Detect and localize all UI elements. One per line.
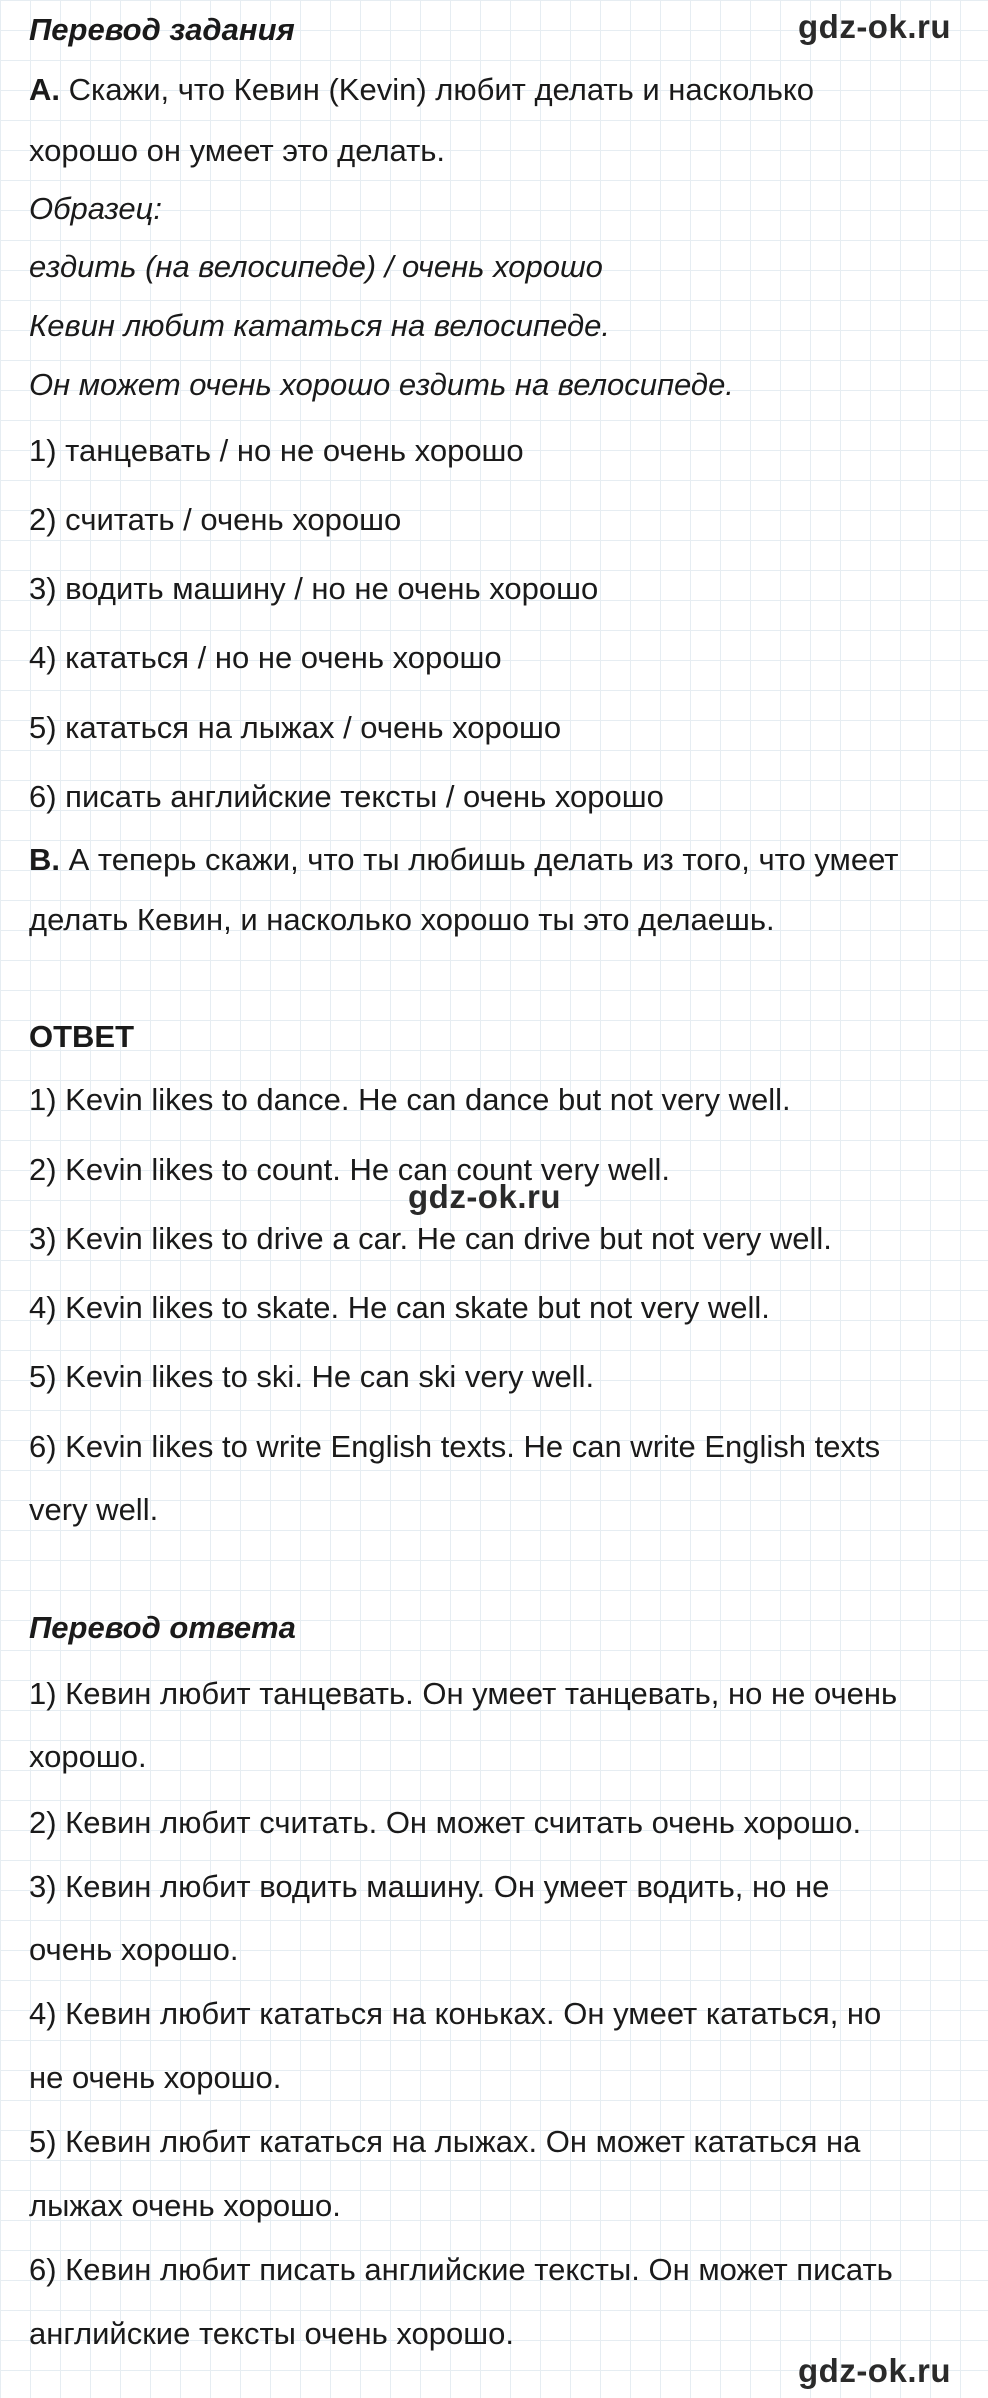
answer-line: 6) Kevin likes to write English texts. He can write English texts bbox=[29, 1429, 881, 1464]
translation-line: не очень хорошо. bbox=[29, 2060, 282, 2095]
translation-line: очень хорошо. bbox=[29, 1932, 239, 1967]
watermark-top: gdz-ok.ru bbox=[798, 8, 951, 45]
task-a-line-1 bbox=[29, 70, 814, 110]
example-label: Образец: bbox=[29, 191, 162, 226]
translation-line: хорошо. bbox=[29, 1739, 147, 1774]
answer-line: 1) Kevin likes to dance. He can dance but not very well. bbox=[29, 1082, 791, 1117]
watermark-middle: gdz-ok.ru bbox=[408, 1178, 561, 1215]
task-b-line-2: делать Кевин, и насколько хорошо ты это делаешь. bbox=[29, 902, 775, 937]
translation-line: 1) Кевин любит танцевать. Он умеет танцевать, но не очень bbox=[29, 1676, 898, 1711]
task-item: 3) водить машину / но не очень хорошо bbox=[29, 571, 599, 606]
answer-heading: ОТВЕТ bbox=[29, 1019, 135, 1054]
task-a-text: Скажи, что Кевин (Kevin) любит делать и насколько bbox=[68, 72, 815, 107]
answer-line: 5) Kevin likes to ski. He can ski very well. bbox=[29, 1359, 595, 1394]
answer-line: 2) Kevin likes to count. He can count very well. bbox=[29, 1152, 670, 1187]
task-item: 5) кататься на лыжах / очень хорошо bbox=[29, 710, 562, 745]
task-item: 1) танцевать / но не очень хорошо bbox=[29, 433, 524, 468]
task-heading: Перевод задания bbox=[29, 12, 295, 47]
task-item: 4) кататься / но не очень хорошо bbox=[29, 640, 502, 675]
example-line: Кевин любит кататься на велосипеде. bbox=[29, 308, 610, 343]
task-item: 2) считать / очень хорошо bbox=[29, 502, 402, 537]
task-b-text: А теперь скажи, что ты любишь делать из того, что умеет bbox=[68, 842, 899, 877]
example-line: Он может очень хорошо ездить на велосипеде. bbox=[29, 367, 734, 402]
task-a-line-2: хорошо он умеет это делать. bbox=[29, 133, 446, 168]
watermark-bottom: gdz-ok.ru bbox=[798, 2352, 951, 2389]
translation-line: 2) Кевин любит считать. Он может считать очень хорошо. bbox=[29, 1805, 862, 1840]
example-line: ездить (на велосипеде) / очень хорошо bbox=[29, 249, 603, 284]
translation-line: 6) Кевин любит писать английские тексты. Он может писать bbox=[29, 2252, 893, 2287]
task-b-line-1 bbox=[29, 840, 899, 880]
translation-line: английские тексты очень хорошо. bbox=[29, 2316, 514, 2351]
answer-line: very well. bbox=[29, 1492, 159, 1527]
translation-line: 4) Кевин любит кататься на коньках. Он умеет кататься, но bbox=[29, 1996, 882, 2031]
answer-line: 4) Kevin likes to skate. He can skate but not very well. bbox=[29, 1290, 770, 1325]
task-b-label: B. bbox=[29, 842, 60, 877]
translation-line: лыжах очень хорошо. bbox=[29, 2188, 341, 2223]
task-item: 6) писать английские тексты / очень хорошо bbox=[29, 779, 664, 814]
translation-line: 3) Кевин любит водить машину. Он умеет водить, но не bbox=[29, 1869, 830, 1904]
translation-heading: Перевод ответа bbox=[29, 1610, 296, 1645]
translation-line: 5) Кевин любит кататься на лыжах. Он может кататься на bbox=[29, 2124, 861, 2159]
answer-line: 3) Kevin likes to drive a car. He can drive but not very well. bbox=[29, 1221, 832, 1256]
task-a-label: A. bbox=[29, 72, 60, 107]
